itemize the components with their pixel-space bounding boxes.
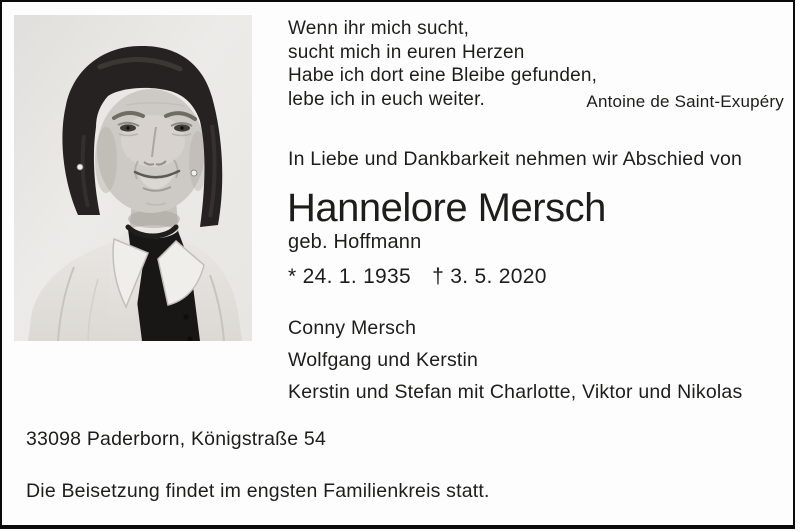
- death-date: † 3. 5. 2020: [432, 265, 547, 288]
- birth-date: * 24. 1. 1935: [288, 265, 411, 288]
- poem-line: sucht mich in euren Herzen: [288, 41, 525, 63]
- mourner-line: Wolfgang und Kerstin: [288, 349, 479, 371]
- poem: [288, 17, 784, 111]
- portrait-photo: [14, 15, 252, 341]
- mourner-line: Kerstin und Stefan mit Charlotte, Viktor und Nikolas: [288, 381, 743, 403]
- portrait-illustration: [14, 15, 252, 341]
- poem-line: lebe ich in euch weiter.: [288, 88, 486, 110]
- maiden-name: geb. Hoffmann: [288, 231, 422, 253]
- address: 33098 Paderborn, Königstraße 54: [26, 428, 326, 450]
- poem-line: Wenn ihr mich sucht,: [288, 18, 470, 39]
- life-dates: [288, 263, 547, 290]
- poem-attribution: Antoine de Saint-Exupéry: [586, 92, 784, 111]
- funeral-note: Die Beisetzung findet im engsten Familienkreis statt.: [26, 480, 490, 502]
- deceased-name: Hannelore Mersch: [287, 186, 606, 230]
- mourner-line: Conny Mersch: [288, 317, 417, 339]
- mourners-list: [288, 312, 742, 408]
- farewell-intro: In Liebe und Dankbarkeit nehmen wir Abschied von: [288, 148, 743, 170]
- poem-line: Habe ich dort eine Bleibe gefunden,: [288, 65, 598, 86]
